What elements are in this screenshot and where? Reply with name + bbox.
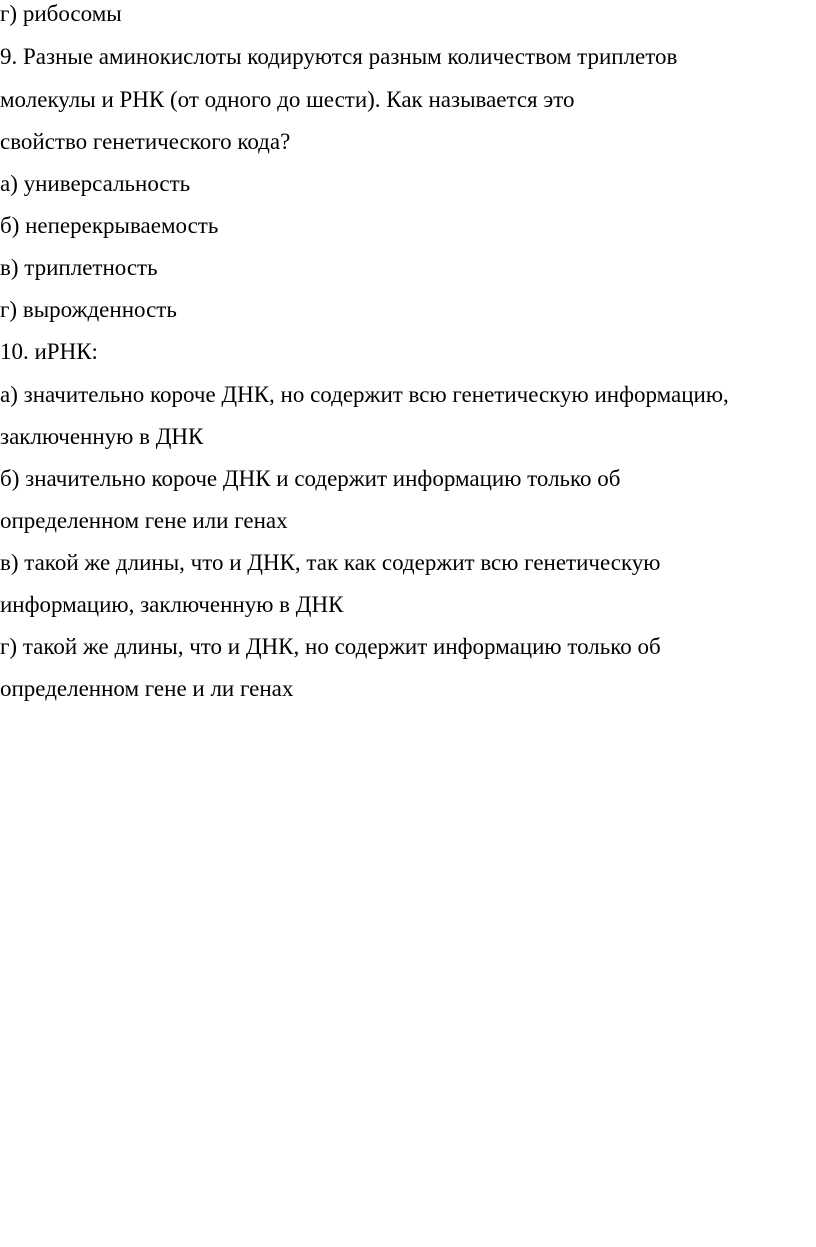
q10-option-b-line-2: определенном гене или генах [0,508,288,533]
q9-option-a: а) универсальность [0,171,191,196]
q10-option-b-line-1: б) значительно короче ДНК и содержит информацию только об [0,466,621,491]
q9-question-line-3: свойство генетического кода? [0,129,291,154]
q10-option-a-line-2: заключенную в ДНК [0,424,204,449]
q9-question-line-1: 9. Разные аминокислоты кодируются разным количеством триплетов [0,44,678,69]
q10-option-g-line-1: г) такой же длины, что и ДНК, но содержит информацию только об [0,634,661,659]
q9-option-b: б) неперекрываемость [0,213,219,238]
q10-question: 10. иРНК: [0,339,98,364]
q9-option-g: г) вырожденность [0,297,177,322]
q9-question-line-2: молекулы и РНК (от одного до шести). Как называется это [0,87,575,112]
q10-option-a-line-1: а) значительно короче ДНК, но содержит всю генетическую информацию, [0,382,729,407]
q9-option-v: в) триплетность [0,255,158,280]
q10-option-v-line-1: в) такой же длины, что и ДНК, так как содержит всю генетическую [0,550,661,575]
q10-option-v-line-2: информацию, заключенную в ДНК [0,592,344,617]
q8-option-g: г) рибосомы [0,1,122,26]
q10-option-g-line-2: определенном гене и ли генах [0,676,294,701]
